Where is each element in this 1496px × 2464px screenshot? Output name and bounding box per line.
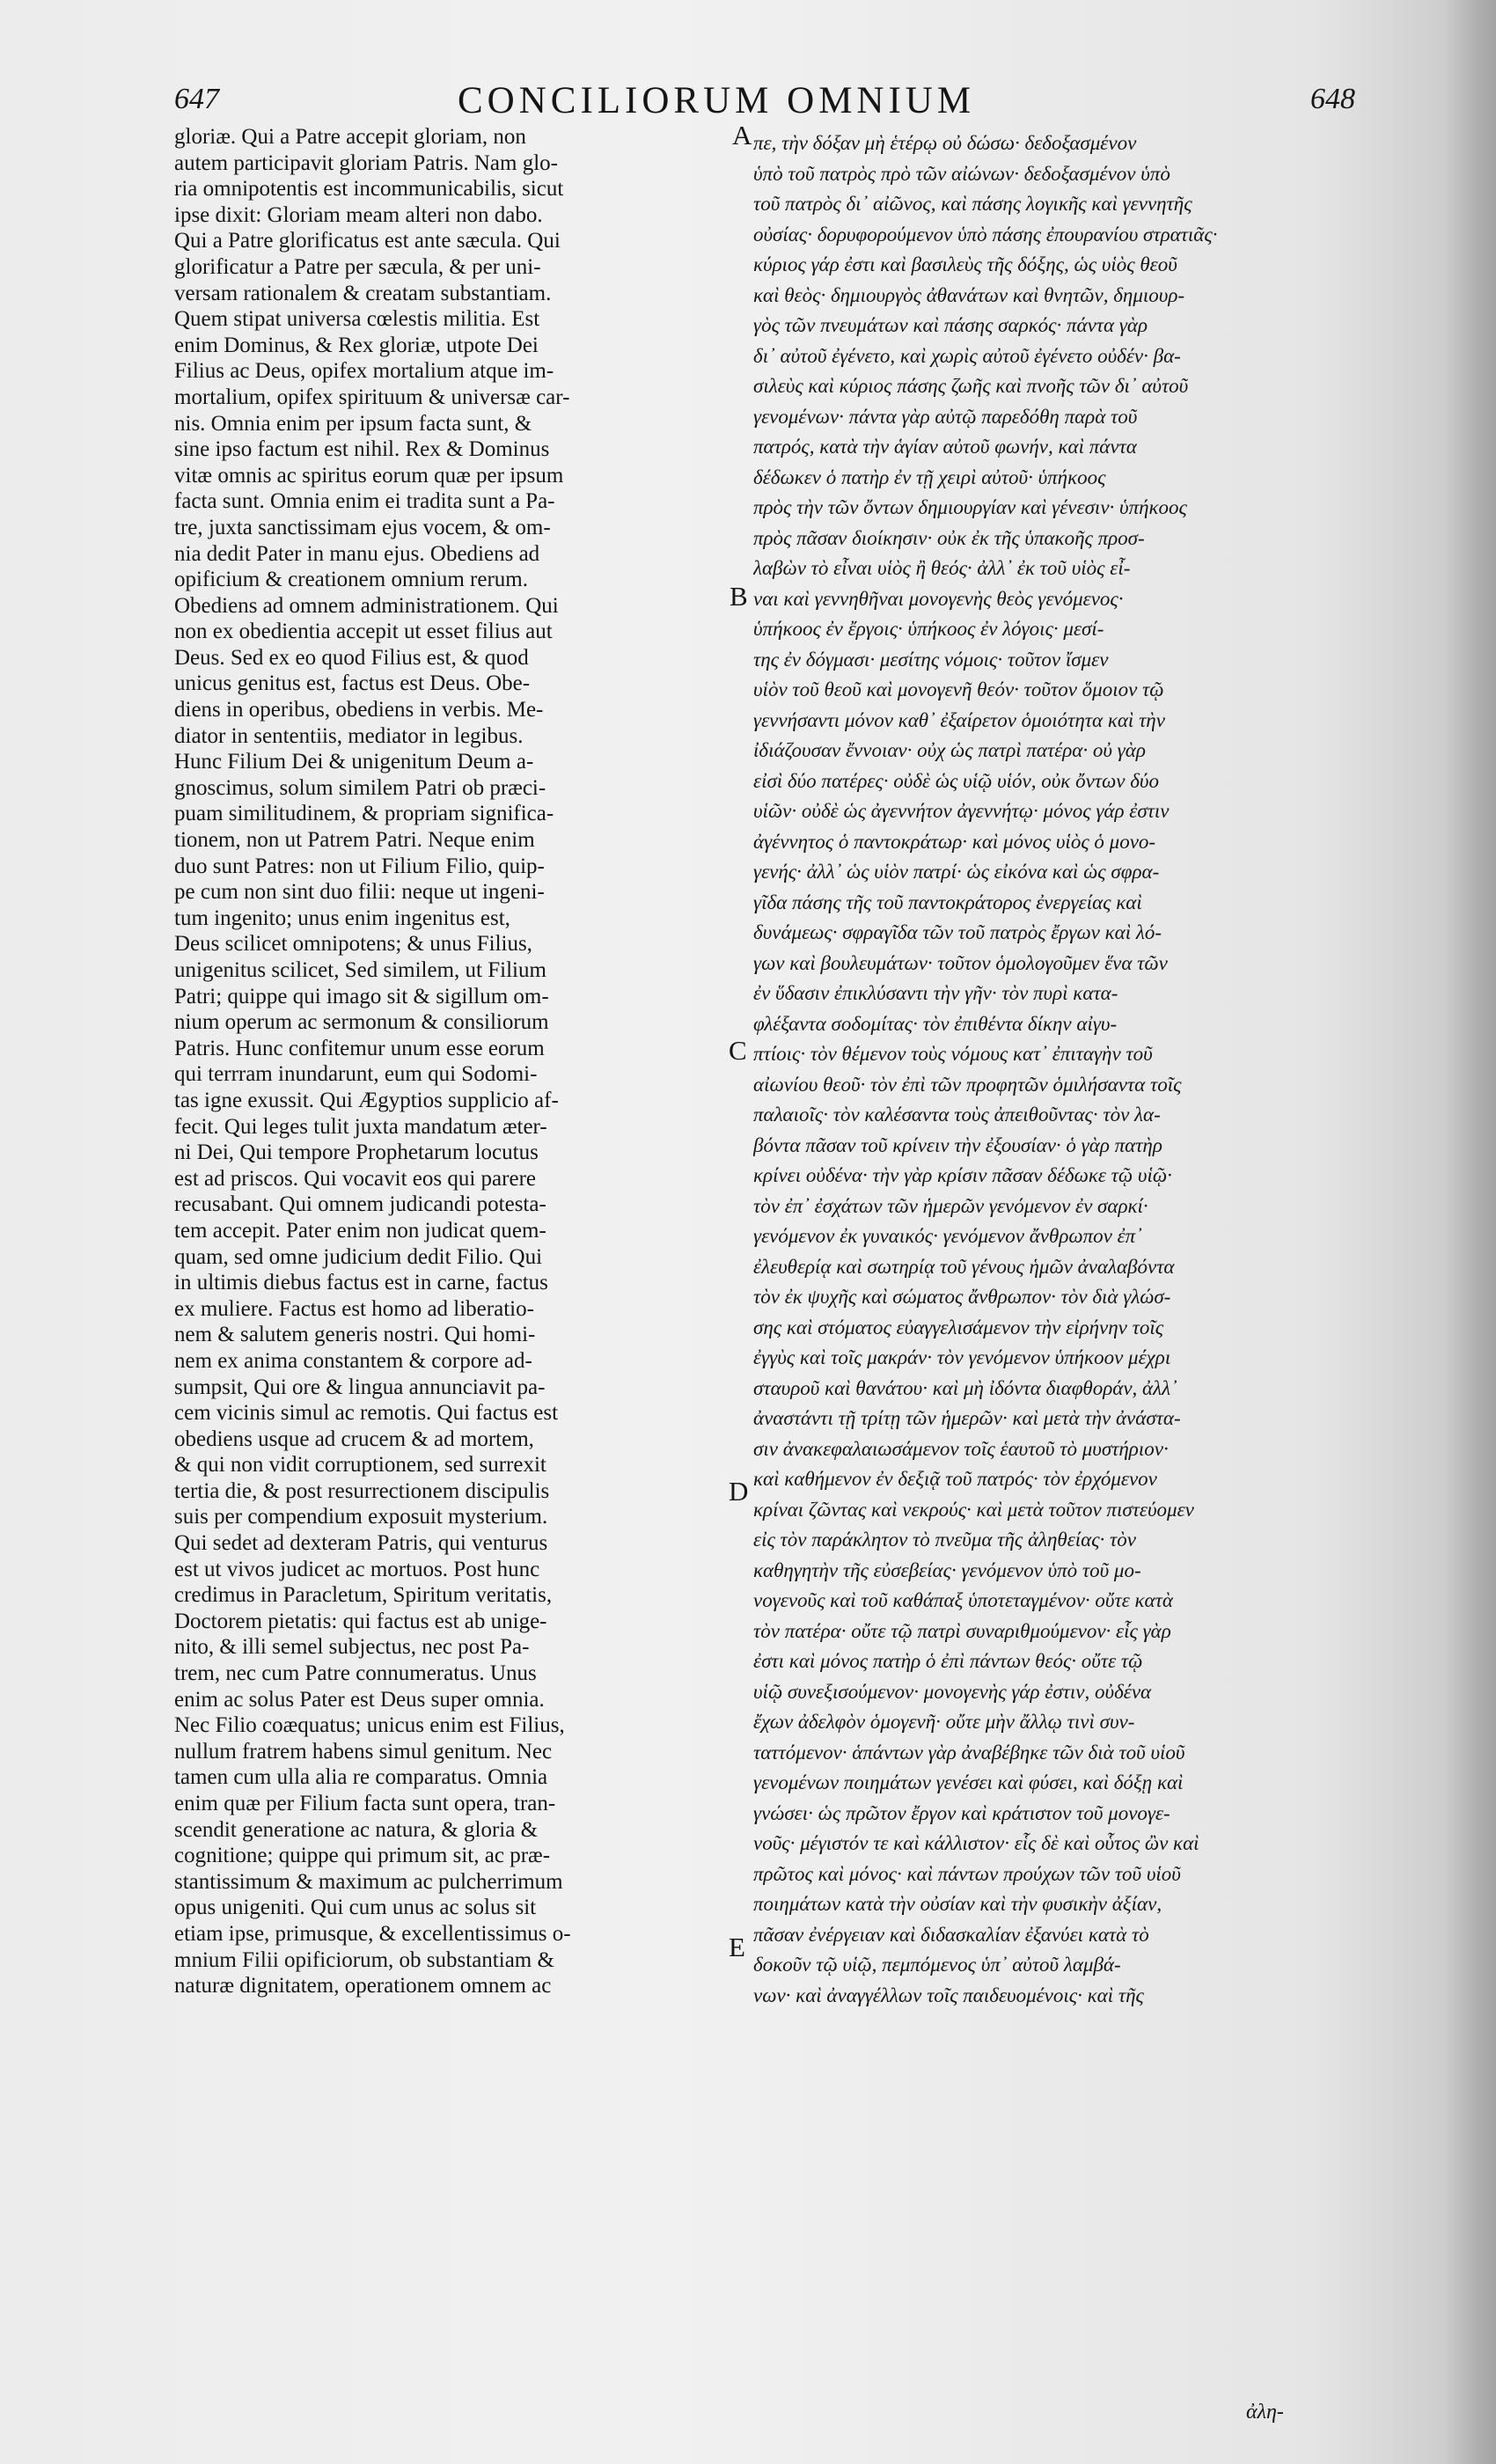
latin-column (174, 124, 720, 1999)
greek-line: καθηγητὴν τῆς εὐσεβείας· γενόμενον ὑπὸ τοῦ μο- (753, 1558, 1141, 1581)
greek-line: ὑπήκοος ἐν ἔργοις· ὑπήκοος ἐν λόγοις· μεσί- (753, 618, 1104, 640)
greek-line: υἱῷ συνεξισούμενον· μονογενὴς γάρ ἐστιν, οὐδένα (753, 1680, 1152, 1703)
latin-line: nia dedit Pater in manu ejus. Obediens ad (174, 541, 540, 566)
latin-line: quam, sed omne judicium dedit Filio. Qui (174, 1244, 543, 1269)
latin-line: & qui non vidit corruptionem, sed surrexit (174, 1453, 546, 1478)
margin-letter-e: E (729, 1932, 745, 1962)
greek-line: γὸς τῶν πνευμάτων καὶ πάσης σαρκός· πάντα γὰρ (753, 314, 1148, 336)
latin-line: gnoscimus, solum similem Patri ob præci- (174, 775, 546, 800)
latin-line: Filius ac Deus, opifex mortalium atque im- (174, 359, 554, 384)
greek-line: σιλεὺς καὶ κύριος πάσης ζωῆς καὶ πνοῆς τῶν δι᾽ αὐτοῦ (753, 375, 1189, 397)
greek-line: ναι καὶ γεννηθῆναι μονογενὴς θεὸς γενόμενος· (753, 587, 1124, 610)
latin-line: stantissimum & maximum ac pulcherrimum (174, 1869, 563, 1894)
latin-line: Patri; quippe qui imago sit & sigillum om- (174, 984, 549, 1008)
latin-line: sumpsit, Qui ore & lingua annunciavit pa- (174, 1375, 546, 1399)
latin-line: recusabant. Qui omnem judicandi potesta- (174, 1192, 546, 1217)
greek-line: σης καὶ στόματος εὐαγγελισάμενον τὴν εἰρήνην τοῖς (753, 1316, 1164, 1338)
greek-line: γενής· ἀλλ᾽ ὡς υἱὸν πατρί· ὡς εἰκόνα καὶ ὡς σφρα- (753, 861, 1160, 883)
greek-line: καὶ θεὸς· δημιουργὸς ἀθανάτων καὶ θνητῶν, δημιουρ- (753, 283, 1185, 306)
latin-line: nis. Omnia enim per ipsum facta sunt, & (174, 411, 532, 436)
latin-line: diens in operibus, obediens in verbis. Me- (174, 698, 544, 722)
greek-line: τὸν πατέρα· οὔτε τῷ πατρὶ συναριθμούμενον· εἷς γὰρ (753, 1619, 1171, 1642)
greek-line: ἐστι καὶ μόνος πατὴρ ὁ ἐπὶ πάντων θεός· οὔτε τῷ (753, 1650, 1143, 1672)
latin-line: ria omnipotentis est incommunicabilis, sicut (174, 177, 564, 202)
latin-line: glorificatur a Patre per sæcula, & per uni- (174, 254, 541, 279)
greek-line: γενομένων ποιημάτων γενέσει καὶ φύσει, καὶ δόξῃ καὶ (753, 1771, 1184, 1793)
latin-line: in ultimis diebus factus est in carne, factus (174, 1271, 548, 1295)
latin-line: opus unigeniti. Qui cum unus ac solus sit (174, 1896, 537, 1920)
greek-line: δι᾽ αὐτοῦ ἐγένετο, καὶ χωρὶς αὐτοῦ ἐγένετο οὐδέν· βα- (753, 344, 1181, 367)
latin-line: nium operum ac sermonum & consiliorum (174, 1010, 549, 1035)
greek-line: πρῶτος καὶ μόνος· καὶ πάντων προύχων τῶν τοῦ υἱοῦ (753, 1862, 1181, 1885)
latin-line: unigenitus scilicet, Sed similem, ut Filium (174, 958, 546, 982)
latin-line: tertia die, & post resurrectionem discipulis (174, 1478, 550, 1503)
margin-letter-d: D (729, 1476, 749, 1507)
latin-line: credimus in Paracletum, Spiritum veritatis, (174, 1583, 553, 1608)
latin-line: tamen cum ulla alia re comparatus. Omnia (174, 1765, 548, 1790)
latin-line: tas igne exussit. Qui Ægyptios supplicio af- (174, 1088, 559, 1112)
latin-line: Deus. Sed ex eo quod Filius est, & quod (174, 645, 529, 670)
latin-line: Quem stipat universa cœlestis militia. Est (174, 307, 540, 332)
latin-line: naturæ dignitatem, operationem omnem ac (174, 1974, 552, 1998)
latin-line: mnium Filii opificiorum, ob substantiam & (174, 1947, 554, 1972)
latin-line: Doctorem pietatis: qui factus est ab unige- (174, 1609, 547, 1633)
latin-line: Patris. Hunc confitemur unum esse eorum (174, 1036, 545, 1060)
latin-line: pe cum non sint duo filii: neque ut ingeni- (174, 880, 545, 905)
latin-line: Qui sedet ad dexteram Patris, qui venturus (174, 1531, 548, 1556)
latin-line: tem accepit. Pater enim non judicat quem- (174, 1218, 546, 1243)
greek-line: παλαιοῖς· τὸν καλέσαντα τοὺς ἀπειθοῦντας· τὸν λα- (753, 1104, 1161, 1126)
page-shadow (1445, 0, 1496, 2464)
latin-line: etiam ipse, primusque, & excellentissimus o- (174, 1921, 571, 1946)
greek-line: νων· καὶ ἀναγγέλλων τοῖς παιδευομένοις· καὶ τῆς (753, 1984, 1144, 2006)
greek-line: ἐλευθερίᾳ καὶ σωτηρίᾳ τοῦ γένους ἡμῶν ἀναλαβόντα (753, 1255, 1175, 1278)
greek-line: λαβὼν τὸ εἶναι υἱὸς ἢ θεός· ἀλλ᾽ ἐκ τοῦ υἱὸς εἶ- (753, 557, 1131, 579)
greek-line: της ἐν δόγμασι· μεσίτης νόμοις· τοῦτον ἴσμεν (753, 648, 1109, 671)
right-page-number: 648 (1310, 83, 1355, 115)
greek-line: ἐγγὺς καὶ τοῖς μακράν· τὸν γενόμενον ὑπήκοον μέχρι (753, 1346, 1171, 1368)
latin-line: est ad priscos. Qui vocavit eos qui parere (174, 1166, 536, 1191)
latin-line: cognitione; quippe qui primum sit, ac præ- (174, 1844, 551, 1868)
latin-line: unicus genitus est, factus est Deus. Obe- (174, 671, 531, 696)
greek-line: πρὸς τὴν τῶν ὄντων δημιουργίαν καὶ γένεσιν· ὑπήκοος (753, 496, 1187, 518)
greek-line: τὸν ἐκ ψυχῆς καὶ σώματος ἄνθρωπον· τὸν διὰ γλώσ- (753, 1286, 1171, 1308)
latin-line: enim quæ per Filium facta sunt opera, tran- (174, 1792, 556, 1815)
greek-line: ἀναστάντι τῇ τρίτῃ τῶν ἡμερῶν· καὶ μετὰ τὴν ἀνάστα- (753, 1407, 1181, 1429)
latin-line: enim Dominus, & Rex gloriæ, utpote Dei (174, 333, 539, 357)
greek-line: γνώσει· ὡς πρῶτον ἔργον καὶ κράτιστον τοῦ μονογε- (753, 1801, 1170, 1824)
latin-line: mortalium, opifex spirituum & universæ car- (174, 385, 570, 409)
latin-line: sine ipso factum est nihil. Rex & Dominus (174, 437, 550, 462)
greek-line: σταυροῦ καὶ θανάτου· καὶ μὴ ἰδόντα διαφθοράν, ἀλλ᾽ (753, 1376, 1177, 1399)
greek-line: εἰσὶ δύο πατέρες· οὐδὲ ὡς υἱῷ υἱόν, οὐκ ὄντων δύο (753, 769, 1159, 792)
greek-line: γενομένων· πάντα γὰρ αὐτῷ παρεδόθη παρὰ τοῦ (753, 405, 1138, 428)
latin-line: nem & salutem generis nostri. Qui homi- (174, 1323, 536, 1347)
latin-line: scendit generatione ac natura, & gloria & (174, 1817, 539, 1842)
greek-line: κύριος γάρ ἐστι καὶ βασιλεὺς τῆς δόξης, ὡς υἱὸς θεοῦ (753, 253, 1177, 275)
latin-line: non ex obedientia accepit ut esset filius aut (174, 620, 553, 644)
latin-line: puam similitudinem, & propriam significa- (174, 802, 554, 826)
greek-line: γῖδα πάσης τῆς τοῦ παντοκράτορος ἐνεργείας καὶ (753, 891, 1142, 913)
latin-line: diator in sententiis, mediator in legibus. (174, 723, 524, 748)
greek-line: κρίνει οὐδένα· τὴν γὰρ κρίσιν πᾶσαν δέδωκε τῷ υἱῷ· (753, 1164, 1172, 1186)
greek-line: δοκοῦν τῷ υἱῷ, πεμπόμενος ὑπ᾽ αὐτοῦ λαμβά- (753, 1954, 1121, 1976)
latin-line: tre, juxta sanctissimam ejus vocem, & om- (174, 515, 551, 539)
greek-line: τοῦ πατρὸς δι᾽ αἰῶνος, καὶ πάσης λογικῆς καὶ γεννητῆς (753, 193, 1192, 215)
latin-line: Nec Filio coæquatus; unicus enim est Filius, (174, 1713, 565, 1738)
latin-line: gloriæ. Qui a Patre accepit gloriam, non (174, 125, 526, 149)
latin-line: obediens usque ad crucem & ad mortem, (174, 1426, 534, 1451)
greek-line: πρὸς πᾶσαν διοίκησιν· οὐκ ἐκ τῆς ὑπακοῆς προσ- (753, 526, 1145, 549)
greek-line: τὸν ἐπ᾽ ἐσχάτων τῶν ἡμερῶν γενόμενον ἐν σαρκί· (753, 1194, 1148, 1217)
greek-line: υἱὸν τοῦ θεοῦ καὶ μονογενῆ θεόν· τοῦτον ὅμοιον τῷ (753, 678, 1164, 700)
margin-letter-c: C (729, 1035, 747, 1066)
latin-line: ipse dixit: Gloriam meam alteri non dabo. (174, 202, 543, 227)
latin-line: opificium & creationem omnium rerum. (174, 568, 528, 592)
latin-line: versam rationalem & creatam substantiam. (174, 281, 552, 305)
greek-line: πᾶσαν ἐνέργειαν καὶ διδασκαλίαν ἐξανύει κατὰ τὸ (753, 1923, 1149, 1946)
greek-line: γεννήσαντι μόνον καθ᾽ ἐξαίρετον ὁμοιότητα καὶ τὴν (753, 708, 1165, 731)
greek-line: κρίναι ζῶντας καὶ νεκρούς· καὶ μετὰ τοῦτον πιστεύομεν (753, 1498, 1194, 1521)
latin-line: nito, & illi semel subjectus, nec post Pa- (174, 1635, 530, 1660)
latin-line: Obediens ad omnem administrationem. Qui (174, 593, 559, 618)
greek-line: ἀγέννητος ὁ παντοκράτωρ· καὶ μόνος υἱὸς ὁ μονο- (753, 830, 1156, 853)
latin-line: est ut vivos judicet ac mortuos. Post hunc (174, 1557, 540, 1581)
latin-line: Hunc Filium Dei & unigenitum Deum a- (174, 750, 534, 774)
latin-line: vitæ omnis ac spiritus eorum quæ per ipsum (174, 463, 564, 488)
margin-letter-a: A (732, 120, 752, 150)
greek-line: ὑπὸ τοῦ πατρὸς πρὸ τῶν αἰώνων· δεδοξασμένον ὑπὸ (753, 162, 1170, 185)
greek-line: οὐσίας· δορυφορούμενον ὑπὸ πάσης ἐπουρανίου στρατιᾶς· (753, 223, 1218, 246)
greek-line: πατρός, κατὰ τὴν ἁγίαν αὐτοῦ φωνήν, καὶ πάντα (753, 436, 1137, 458)
latin-line: nem ex anima constantem & corpore ad- (174, 1348, 532, 1373)
latin-line: qui terrram inundarunt, eum qui Sodomi- (174, 1062, 538, 1087)
greek-line: νοῦς· μέγιστόν τε καὶ κάλλιστον· εἷς δὲ καὶ οὗτος ὢν καὶ (753, 1832, 1199, 1854)
latin-line: duo sunt Patres: non ut Filium Filio, quip- (174, 854, 545, 878)
latin-line: suis per compendium exposuit mysterium. (174, 1505, 548, 1529)
latin-line: autem participavit gloriam Patris. Nam glo- (174, 150, 558, 175)
latin-line: tionem, non ut Patrem Patri. Neque enim (174, 828, 535, 853)
greek-line: νογενοῦς καὶ τοῦ καθάπαξ ὑποτεταγμένον· οὔτε κατὰ (753, 1589, 1173, 1611)
greek-line: ἐν ὕδασιν ἐπικλύσαντι τὴν γῆν· τὸν πυρὶ κατα- (753, 982, 1118, 1004)
greek-catchword: ἀλη- (1246, 2401, 1284, 2424)
greek-line: ἔχων ἀδελφὸν ὁμογενῆ· οὔτε μὴν ἄλλῳ τινὶ συν- (753, 1711, 1135, 1733)
left-page-number: 647 (174, 83, 219, 115)
latin-line: Deus scilicet omnipotens; & unus Filius, (174, 932, 532, 957)
greek-line: υἱῶν· οὐδὲ ὡς ἀγεννήτον ἀγεννήτῳ· μόνος γάρ ἐστιν (753, 800, 1170, 822)
greek-line: δυνάμεως· σφραγῖδα τῶν τοῦ πατρὸς ἔργων καὶ λό- (753, 921, 1162, 943)
greek-line: σιν ἀνακεφαλαιωσάμενον τοῖς ἑαυτοῦ τὸ μυστήριον· (753, 1437, 1169, 1460)
latin-line: ni Dei, Qui tempore Prophetarum locutus (174, 1140, 539, 1165)
greek-line: δέδωκεν ὁ πατὴρ ἐν τῇ χειρὶ αὐτοῦ· ὑπήκοος (753, 466, 1106, 488)
greek-line: καὶ καθήμενον ἐν δεξιᾷ τοῦ πατρός· τὸν ἐρχόμενον (753, 1468, 1157, 1490)
greek-line: αἰωνίου θεοῦ· τὸν ἐπὶ τῶν προφητῶν ὁμιλήσαντα τοῖς (753, 1073, 1182, 1096)
greek-line: εἰς τὸν παράκλητον τὸ πνεῦμα τῆς ἀληθείας· τὸν (753, 1529, 1137, 1551)
greek-line: ἰδιάζουσαν ἔννοιαν· οὐχ ὡς πατρὶ πατέρα· οὐ γὰρ (753, 739, 1146, 761)
latin-line: facta sunt. Omnia enim ei tradita sunt a Pa- (174, 489, 555, 514)
greek-line: πε, τὴν δόξαν μὴ ἑτέρῳ οὐ δώσω· δεδοξασμένον (753, 132, 1137, 154)
greek-line: ταττόμενον· ἁπάντων γὰρ ἀναβέβηκε τῶν διὰ τοῦ υἱοῦ (753, 1741, 1185, 1764)
latin-line: trem, nec cum Patre connumeratus. Unus (174, 1661, 537, 1686)
latin-line: cem vicinis simul ac remotis. Qui factus est (174, 1401, 559, 1426)
greek-line: φλέξαντα σοδομίτας· τὸν ἐπιθέντα δίκην αἰγυ- (753, 1012, 1118, 1035)
margin-letter-b: B (730, 581, 748, 612)
running-title: CONCILIORUM OMNIUM (458, 80, 976, 121)
greek-line: γενόμενον ἐκ γυναικός· γενόμενον ἄνθρωπον ἐπ᾽ (753, 1225, 1142, 1247)
latin-line: Qui a Patre glorificatus est ante sæcula. Qui (174, 229, 561, 253)
greek-line: ποιημάτων κατὰ τὴν οὐσίαν καὶ τὴν φυσικὴν ἀξίαν, (753, 1893, 1162, 1915)
greek-line: βόντα πᾶσαν τοῦ κρίνειν τὴν ἐξουσίαν· ὁ γὰρ πατὴρ (753, 1133, 1162, 1156)
latin-line: fecit. Qui leges tulit juxta mandatum æter- (174, 1114, 547, 1139)
greek-column (753, 128, 1334, 2011)
greek-line: πτίοις· τὸν θέμενον τοὺς νόμους κατ᾽ ἐπιταγὴν τοῦ (753, 1043, 1153, 1065)
greek-line: γων καὶ βουλευμάτων· τοῦτον ὁμολογοῦμεν ἕνα τῶν (753, 951, 1168, 974)
latin-line: tum ingenito; unus enim ingenitus est, (174, 906, 510, 930)
latin-line: ex muliere. Factus est homo ad liberatio- (174, 1296, 534, 1321)
latin-line: nullum fratrem habens simul genitum. Nec (174, 1739, 553, 1764)
latin-line: enim ac solus Pater est Deus super omnia. (174, 1687, 545, 1712)
